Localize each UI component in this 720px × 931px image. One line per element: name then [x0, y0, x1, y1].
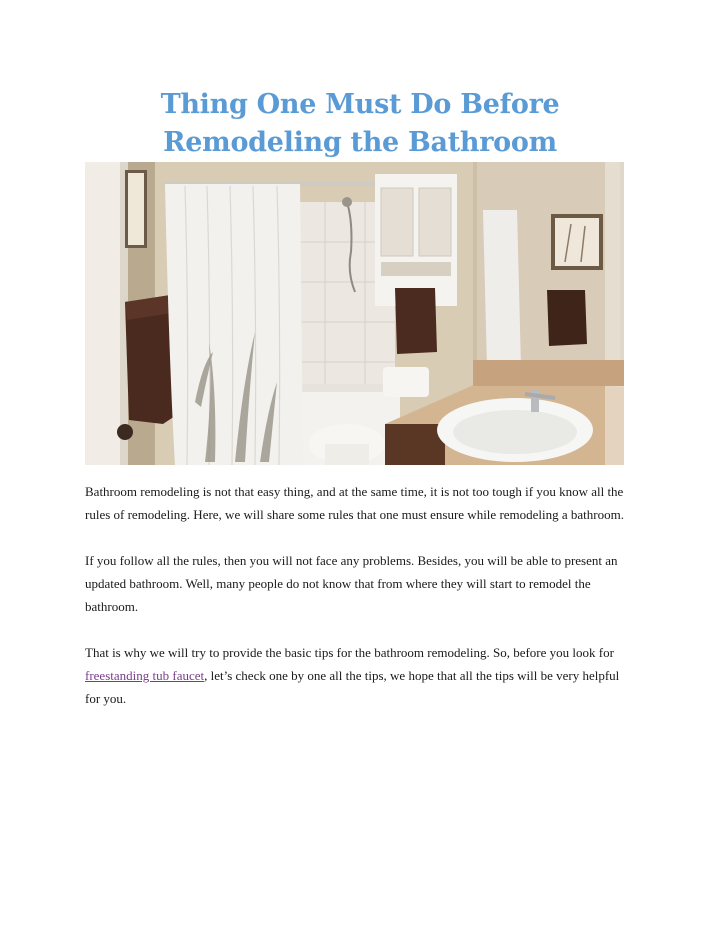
- paragraph-3-after: , let’s check one by one all the tips, we hope that all the tips will be very helpful for you.: [85, 668, 620, 706]
- page-title: [0, 86, 720, 162]
- paragraph-2: If you follow all the rules, then you will not face any problems. Besides, you will be able to present an updated bathroom. Well, many people do not know that from where they will start to remodel the bathroom.: [85, 553, 618, 614]
- page-title-line-1: Thing One Must Do Before: [160, 89, 560, 120]
- paragraph-3: [85, 641, 637, 710]
- bathroom-photo: [85, 162, 624, 465]
- article-body: [85, 480, 637, 733]
- paragraph-1: Bathroom remodeling is not that easy thing, and at the same time, it is not too tough if you know all the rules of remodeling. Here, we will share some rules that one must ensure while remodeling a bathroom.: [85, 484, 624, 522]
- paragraph-3-before: That is why we will try to provide the basic tips for the bathroom remodeling. So, before you look for: [85, 645, 614, 660]
- page-title-line-2: Remodeling the Bathroom: [163, 127, 557, 158]
- freestanding-tub-faucet-link[interactable]: freestanding tub faucet: [85, 668, 205, 683]
